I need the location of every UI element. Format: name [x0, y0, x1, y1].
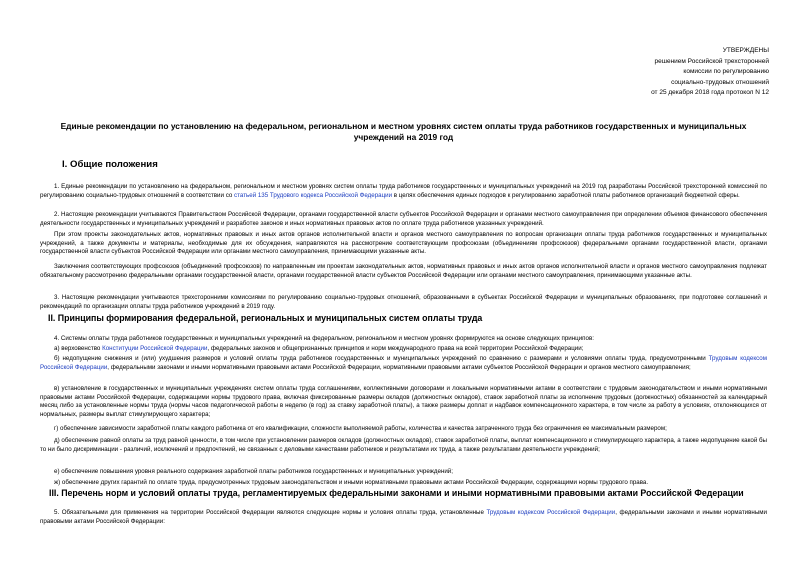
paragraph-4: Заключения соответствующих профсоюзов (объединений профсоюзов) по направленным им проектам законодательных актов, нормативных правовых и иных актов органов исполнительной власти и органов местного самоуправления подлежат обязательному рассмотрению федеральными органами государственной власти, органами государственной власти субъектов Российской Федерации или органами местного самоуправления, принимающими указанные акты. [40, 263, 767, 279]
document-title-line: Единые рекомендации по установлению на федеральном, региональном и местном уровнях систем оплаты труда работников государственных и муниципальных [60, 121, 747, 131]
paragraph-9: в) установление в государственных и муниципальных учреждениях систем оплаты труда соглашениями, коллективными договорами и локальными нормативными актами в соответствии с трудовым законодательством и иными нормативными правовыми актами Российской Федерации, содержащими нормы трудового права, включая фиксированные размеры окладов (должностных окладов), ставок заработной платы за исполнение трудовых (должностных) обязанностей за календарный месяц либо за установленные нормы труда (нормы часов педагогической работы в неделю (в год) за ставку заработной платы), а также размеры доплат и надбавок компенсационного характера, в том числе за работу в условиях, отклоняющихся от нормальных, размеры выплат стимулирующего характера; [40, 385, 767, 418]
paragraph-6: 4. Системы оплаты труда работников государственных и муниципальных учреждений на федеральном, региональном и местном уровнях формируются на основе следующих принципов: [54, 335, 594, 342]
approval-line: социально-трудовых отношений [671, 78, 769, 86]
approval-line: от 25 декабря 2018 года протокол N 12 [651, 89, 769, 96]
paragraph-1 [40, 183, 767, 200]
section-heading-1: I. Общие положения [62, 159, 158, 170]
paragraph-13: ж) обеспечение других гарантий по оплате труда, предусмотренных трудовым законодательством и иными нормативными правовыми актами Российской Федерации, содержащими нормы трудового права. [54, 479, 649, 486]
link-labor-code[interactable]: Трудовым кодексом Российской Федерации [40, 355, 767, 371]
paragraph-8 [40, 355, 767, 372]
paragraph-text: , федеральными законами и иными нормативными правовыми актами Российской Федерации, нормативными правовыми актами субъектов Российской Федерации и органов местного самоуправления; [107, 363, 691, 371]
paragraph-12: е) обеспечение повышения уровня реального содержания заработной платы работников государственных и муниципальных учреждений; [54, 468, 453, 475]
link-labor-code-2[interactable]: Трудовым кодексом Российской Федерации [486, 509, 616, 516]
section-heading-2: II. Принципы формирования федеральной, региональных и муниципальных систем оплаты труда [48, 313, 483, 323]
link-constitution[interactable]: Конституции Российской Федерации [102, 345, 208, 352]
paragraph-7 [40, 345, 767, 354]
approval-line: решением Российской трехсторонней [654, 57, 769, 65]
paragraph-text: а) верховенство [54, 345, 103, 352]
section-heading-3: III. Перечень норм и условий оплаты труда, регламентируемых федеральными законами и иными нормативными правовыми актами Российской Федерации [49, 488, 744, 498]
link-article-135[interactable]: статьей 135 Трудового кодекса Российской Федерации [234, 191, 393, 199]
paragraph-text: б) недопущение снижения и (или) ухудшения размеров и условий оплаты труда работников государственных и муниципальных учреждений по сравнению с размерами и условиями оплаты труда, предусмотренными [54, 355, 709, 362]
paragraph-5: 3. Настоящие рекомендации учитываются трехсторонними комиссиями по регулированию социально-трудовых отношений, образованными в субъектах Российской Федерации и муниципальных образованиях, при подготовке соглашений и рекомендаций по организации оплаты труда работников учреждений в 2019 году. [40, 294, 767, 310]
document-title-line: учреждений на 2019 год [353, 132, 454, 142]
paragraph-10: г) обеспечение зависимости заработной платы каждого работника от его квалификации, сложности выполняемой работы, количества и качества затраченного труда без ограничения ее максимальным размером; [54, 425, 667, 432]
paragraph-text: в целях обеспечения единых подходов к регулированию заработной платы работников организаций бюджетной сферы. [392, 191, 740, 199]
paragraph-2: 2. Настоящие рекомендации учитываются Правительством Российской Федерации, органами государственной власти субъектов Российской Федерации и органами местного самоуправления при определении объемов финансового обеспечения деятельности государственных и муниципальных учреждений и разработке законов и иных нормативных правовых актов по оплате труда работников указанных учреждений. [40, 211, 767, 227]
document-title [40, 121, 767, 143]
paragraph-text: , федеральных законов и общепризнанных принципов и норм международного права на всей территории Российской Федерации; [207, 345, 584, 352]
paragraph-text: 1. Единые рекомендации по установлению на федеральном, региональном и местном уровнях систем оплаты труда работников государственных и муниципальных учреждений на 2019 год разработаны Российской трехсторонней комиссией по регулированию социально-трудовых отношений в соответствии со [40, 183, 767, 199]
approval-line: УТВЕРЖДЕНЫ [722, 47, 769, 54]
paragraph-3: При этом проекты законодательных актов, нормативных правовых и иных актов органов исполнительной власти и органов местного самоуправления по вопросам организации оплаты труда работников государственных и муниципальных учреждений, а также документы и материалы, необходимые для их обсуждения, направляются на рассмотрение соответствующим профсоюзам (объединениям профсоюзов) федеральными органами государственной власти, органами государственной власти субъектов Российской Федерации или органами местного самоуправления, принимающими указанные акты. [40, 231, 767, 256]
approval-stamp [569, 46, 769, 99]
paragraph-11: д) обеспечение равной оплаты за труд равной ценности, в том числе при установлении размеров окладов (должностных окладов), ставок заработной платы, выплат компенсационного и стимулирующего характера, а также недопущение какой бы то ни было дискриминации - различий, исключений и предпочтений, не связанных с деловыми качествами работников и результатами их труда, а также результатами деятельности учреждений; [40, 437, 767, 453]
approval-line: комиссии по регулированию [683, 68, 769, 75]
paragraph-text: , федеральными законами и иными нормативными правовыми актами Российской Федерации: [40, 509, 767, 525]
paragraph-14 [40, 509, 767, 526]
paragraph-text: 5. Обязательными для применения на территории Российской Федерации являются следующие нормы и условия оплаты труда, установленные [54, 509, 487, 516]
